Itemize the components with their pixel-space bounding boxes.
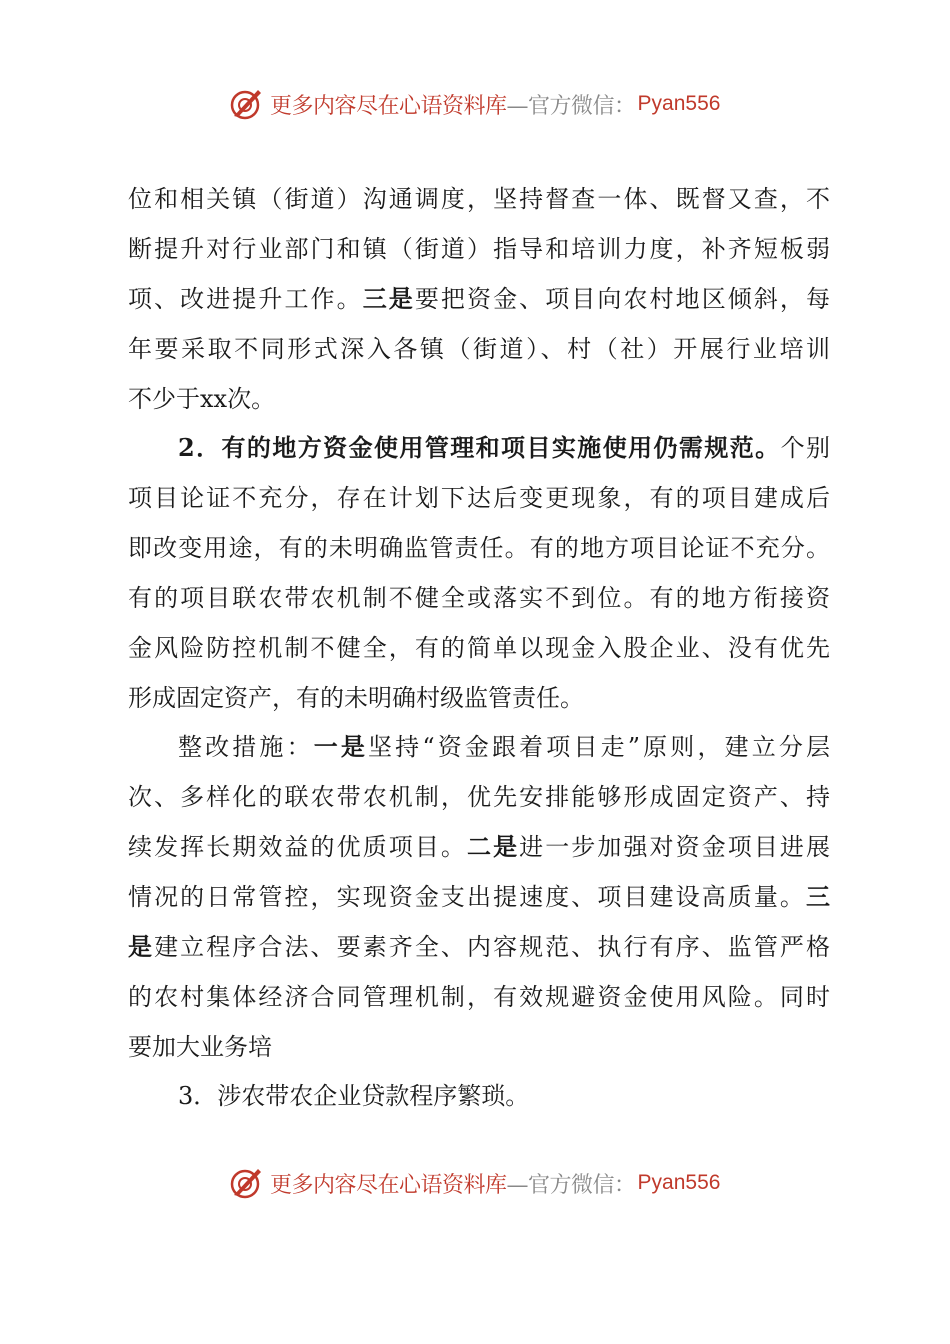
p2-line-1: 2．有的地方资金使用管理和项目实施使用仍需规范。个别 [178,433,831,462]
watermark-prefix: 更多内容尽在心语资料库 [270,1172,507,1198]
p1-line-2: 断提升对行业部门和镇（街道）指导和培训力度，补齐短板弱 [128,235,830,263]
watermark-account: Pyan556 [637,1171,721,1194]
p1-line-3: 项、改进提升工作。三是要把资金、项目向农村地区倾斜，每 [128,284,831,313]
keyword-three-b: 是 [128,932,155,961]
keyword-three: 三是 [362,284,415,313]
p1-line-4: 年要采取不同形式深入各镇（街道）、村（社）开展行业培训 [128,335,830,363]
section-heading-3: 3．涉农带农企业贷款程序繁琐。 [178,1082,530,1110]
p3-line-3: 续发挥长期效益的优质项目。二是进一步加强对资金项目进展 [128,832,831,861]
watermark-account: Pyan556 [637,92,721,115]
section-heading-2: 2．有的地方资金使用管理和项目实施使用仍需规范。 [178,433,781,462]
watermark-banner-bottom [228,1163,720,1203]
keyword-one: 一是 [313,732,369,761]
p3-line-4: 情况的日常管控，实现资金支出提速度、项目建设高质量。三 [128,882,830,911]
keyword-three-a: 三 [806,882,830,911]
p2-line-5: 金风险防控机制不健全，有的简单以现金入股企业、没有优先 [128,634,830,662]
watermark-banner-top [228,84,720,124]
quill-logo-icon [228,1165,264,1201]
p1-line-5: 不少于xx次。 [128,385,276,413]
quill-logo-icon [228,86,264,122]
watermark-dash: —官方微信： [506,93,636,119]
p2-line-2: 项目论证不充分，存在计划下达后变更现象，有的项目建成后 [128,484,830,512]
p2-line-4: 有的项目联农带农机制不健全或落实不到位。有的地方衔接资 [128,584,830,612]
keyword-two: 二是 [467,832,520,861]
p3-line-2: 次、多样化的联农带农机制，优先安排能够形成固定资产、持 [128,783,830,811]
p3-line-6: 的农村集体经济合同管理机制，有效规避资金使用风险。同时 [128,983,830,1011]
p3-line-7: 要加大业务培 [128,1033,272,1061]
watermark-dash: —官方微信： [506,1172,636,1198]
p1-line-1: 位和相关镇（街道）沟通调度，坚持督查一体、既督又查，不 [128,185,830,213]
p2-line-3: 即改变用途，有的未明确监管责任。有的地方项目论证不充分。 [128,534,830,562]
p3-line-1: 整改措施：一是坚持“资金跟着项目走”原则，建立分层 [178,732,831,761]
p3-line-5: 是建立程序合法、要素齐全、内容规范、执行有序、监管严格 [128,932,830,961]
watermark-prefix: 更多内容尽在心语资料库 [270,93,507,119]
p2-line-6: 形成固定资产，有的未明确村级监管责任。 [128,684,584,712]
